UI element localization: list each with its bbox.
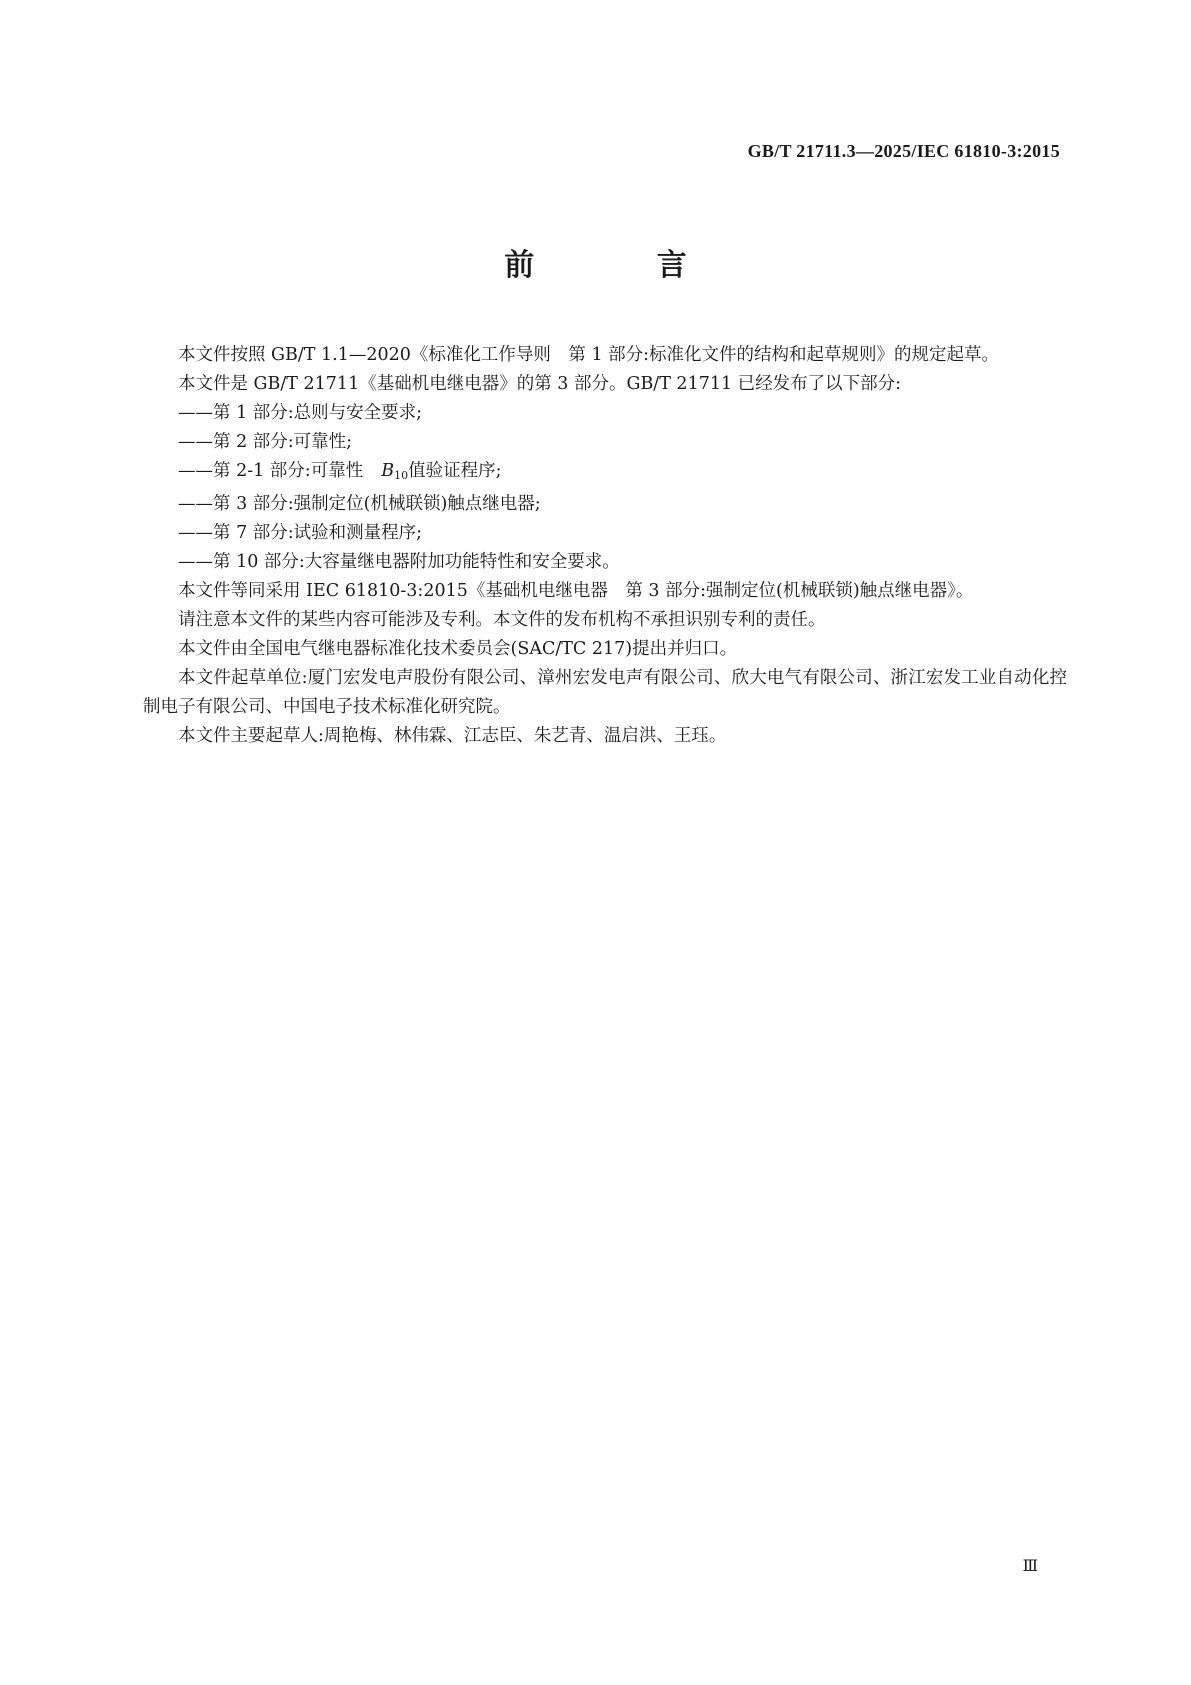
list-item: ——第 7 部分:试验和测量程序; — [178, 523, 423, 543]
list-item: ——第 3 部分:强制定位(机械联锁)触点继电器; — [178, 494, 541, 514]
list-item: ——第 2 部分:可靠性; — [178, 432, 353, 452]
paragraph-equivalence: 本文件等同采用 IEC 61810-3:2015《基础机电继电器 第 3 部分:强制定位(机械联锁)触点继电器》。 — [178, 581, 974, 601]
list-item: ——第 10 部分:大容量继电器附加功能特性和安全要求。 — [178, 552, 620, 572]
paragraph-drafting-rules: 本文件按照 GB/T 1.1—2020《标准化工作导则 第 1 部分:标准化文件的结构和起草规则》的规定起草。 — [178, 345, 1000, 365]
foreword-body — [143, 341, 1067, 751]
list-item: ——第 1 部分:总则与安全要求; — [178, 403, 423, 423]
paragraph-patent-notice: 请注意本文件的某些内容可能涉及专利。本文件的发布机构不承担识别专利的责任。 — [178, 610, 826, 630]
b10-subscript: 10 — [394, 469, 409, 482]
b10-letter: B — [381, 461, 395, 481]
paragraph-committee: 本文件由全国电气继电器标准化技术委员会(SAC/TC 217)提出并归口。 — [178, 639, 738, 659]
b10-symbol — [363, 461, 408, 481]
paragraph-drafters: 本文件主要起草人:周艳梅、林伟霖、江志臣、朱艺青、温启洪、王珏。 — [178, 726, 727, 746]
paragraph-series-intro: 本文件是 GB/T 21711《基础机电继电器》的第 3 部分。GB/T 21711 已经发布了以下部分: — [178, 374, 902, 394]
page-number: Ⅲ — [1022, 1558, 1038, 1575]
list-item — [143, 457, 1067, 490]
list-item-suffix: 值验证程序; — [408, 461, 502, 481]
page-title: 前 言 — [504, 248, 743, 283]
paragraph-drafting-units: 本文件起草单位:厦门宏发电声股份有限公司、漳州宏发电声有限公司、欣大电气有限公司、浙江宏发工业自动化控制电子有限公司、中国电子技术标准化研究院。 — [143, 668, 1067, 717]
list-item-prefix: ——第 2-1 部分:可靠性 — [178, 461, 364, 481]
document-number: GB/T 21711.3—2025/IEC 61810-3:2015 — [747, 141, 1060, 161]
